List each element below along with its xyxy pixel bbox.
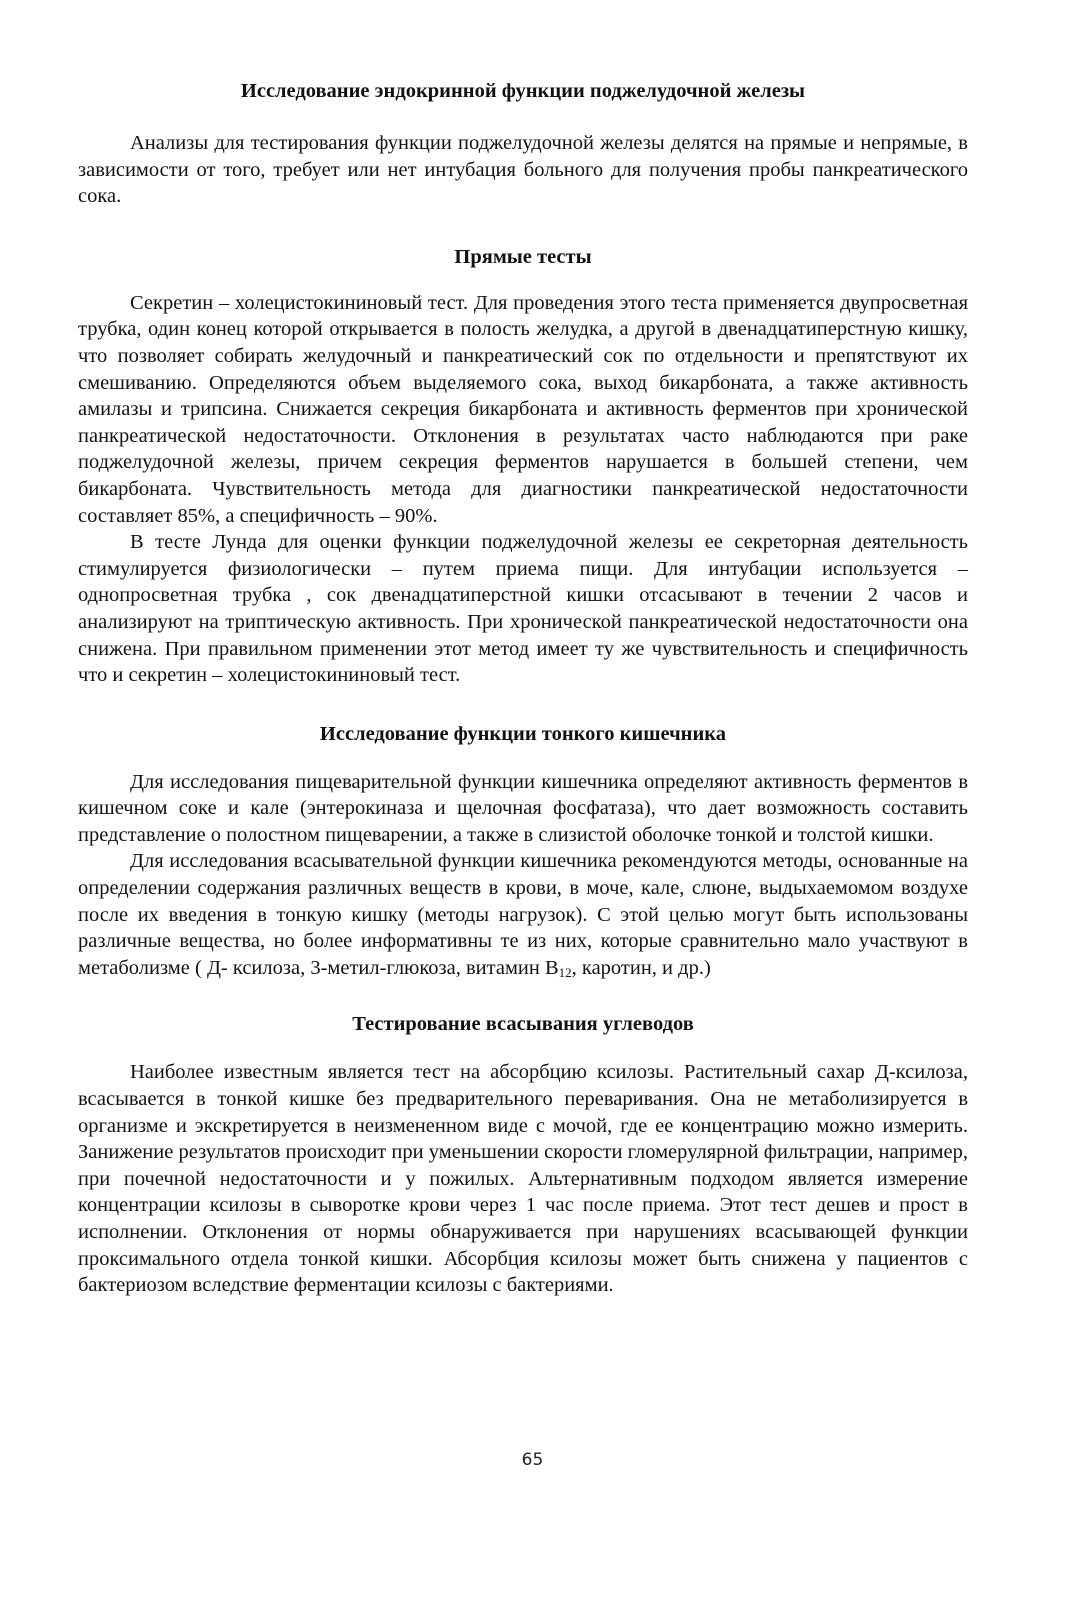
paragraph-lund-test: В тесте Лунда для оценки функции поджелудочной железы ее секреторная деятельность стимулируется физиологически – путем приема пищи. Для интубации используется – однопросветная трубка , сок двенадцатиперстной кишки отсасывают в течении 2 часов и анализируют на триптическую активность. При хронической панкреатической недостаточности она снижена. При правильном применении этот метод имеет ту же чувствительность и специфичность что и секретин – холецистокининовый тест.	[78, 531, 968, 687]
heading-small-intestine-function: Исследование функции тонкого кишечника	[319, 722, 727, 745]
absorptive-text: Для исследования всасывательной функции кишечника рекомендуются методы, основанные на определении содержания различных веществ в крови, в моче, кале, слюне, выдыхаемомом воздухе после их введения в тонкую кишку (методы нагрузок). С этой целью могут быть использованы различные вещества, но более информативны те из них, которые сравнительно мало участвуют в метаболизме ( Д- ксилоза, 3-метил-глюкоза, витамин B	[78, 850, 968, 979]
heading-direct-tests: Прямые тесты	[454, 245, 592, 268]
absorptive-tail: , каротин, и др.)	[571, 956, 711, 979]
paragraph-digestive-function: Для исследования пищеварительной функции кишечника определяют активность ферментов в кишечном соке и кале (энтерокиназа и щелочная фосфатаза), что дает возможность составить представление о полостном пищеварении, а также в слизистой оболочке тонкой и толстой кишки.	[78, 770, 968, 846]
paragraph-secretin-test: Секретин – холецистокининовый тест. Для проведения этого теста применяется двупросветная трубка, один конец которой открывается в полость желудка, а другой в двенадцатиперстную кишку, что позволяет собирать желудочный и панкреатический сок по отдельности и препятствуют их смешиванию. Определяются объем выделяемого сока, выход бикарбоната, а также активность амилазы и трипсина. Снижается секреция бикарбоната и активность ферментов при хронической панкреатической недостаточности. Отклонения в результатах часто наблюдаются при раке поджелудочной железы, причем секреция ферментов нарушается в большей степени, чем бикарбоната. Чувствительность метода для диагностики панкреатической недостаточности составляет 85%, а специфичность – 90%.	[78, 291, 968, 527]
vitamin-subscript: 12	[558, 964, 572, 980]
heading-carbohydrate-absorption: Тестирование всасывания углеводов	[352, 1013, 694, 1036]
page-number: 65	[521, 1450, 544, 1470]
paragraph-xylose-test: Наиболее известным является тест на абсорбцию ксилозы. Растительный сахар Д-ксилоза, всасывается в тонкой кишке без предварительного переваривания. Она не метаболизируется в организме и экскретируется в неизмененном виде с мочой, где ее концентрацию можно измерить. Занижение результатов происходит при уменьшении скорости гломерулярной фильтрации, например, при почечной недостаточности и у пожилых. Альтернативным подходом является измерение концентрации ксилозы в сыворотке крови через 1 час после приема. Этот тест дешев и прост в исполнении. Отклонения от нормы обнаруживается при нарушениях всасывающей функции проксимального отдела тонкой кишки. Абсорбция ксилозы может быть снижена у пациентов с бактериозом вследствие ферментации ксилозы с бактериями.	[78, 1061, 968, 1297]
paragraph-intro: Анализы для тестирования функции поджелудочной железы делятся на прямые и непрямые, в зависимости от того, требует или нет интубация больного для получения пробы панкреатического сока.	[78, 132, 968, 208]
paragraph-absorptive-function	[78, 848, 968, 981]
document-page	[78, 78, 968, 1299]
heading-endocrine-function: Исследование эндокринной функции поджелудочной железы	[240, 80, 806, 102]
